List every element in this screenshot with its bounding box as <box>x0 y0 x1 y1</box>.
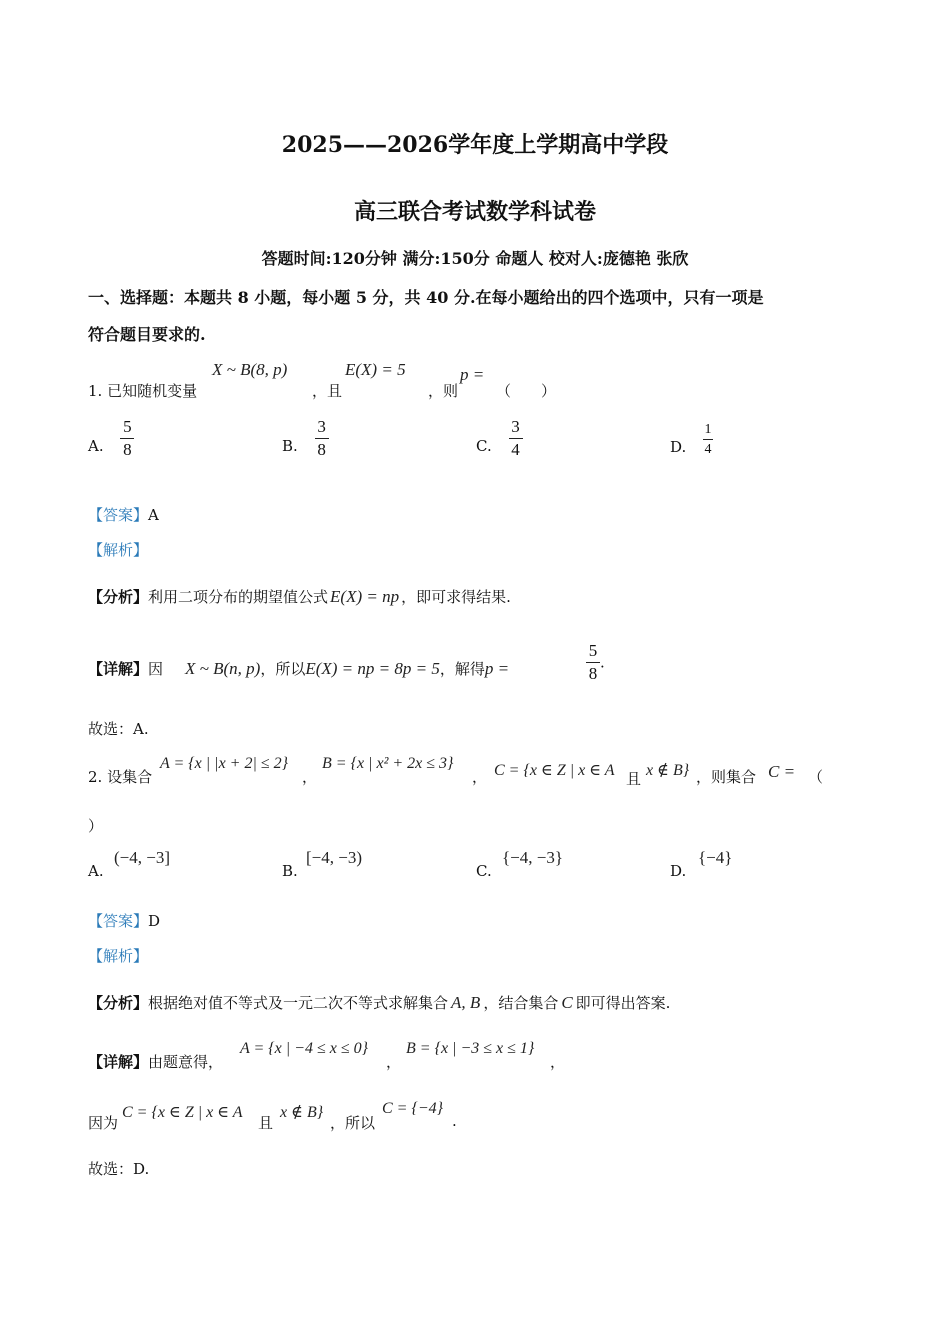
detail-comma: ， <box>550 1053 566 1071</box>
option-label: C. <box>476 436 492 455</box>
q2-option-a-value: (−4, −3] <box>114 848 170 867</box>
detail-tag: 【详解】 <box>88 1053 149 1071</box>
section-intro-line2: 符合题目要求的. <box>88 325 206 344</box>
q1-option-d <box>670 422 713 457</box>
q1-analysis-tag: 【解析】 <box>88 541 149 559</box>
so-formula: C = {−4} <box>382 1100 444 1117</box>
because-formula-1: C = {x ∈ Z | x ∈ A <box>122 1104 243 1121</box>
q2-expr-a: A = {x | |x + 2| ≤ 2} <box>160 755 289 772</box>
so-text: ，所以 <box>330 1114 376 1132</box>
q2-answer <box>88 910 160 931</box>
q1-option-c <box>476 418 523 459</box>
q1-expr-dist: X ~ B(8, p) <box>212 360 288 379</box>
because-formula-2: x ∉ B} <box>280 1104 324 1121</box>
q2-option-b-value: [−4, −3) <box>306 848 362 867</box>
so-end: . <box>452 1112 457 1130</box>
q1-expr-exp: E(X) = 5 <box>345 360 406 379</box>
fenxi-formula: A, B <box>451 993 481 1012</box>
fraction: $\frac{1}{4}$ <box>704 422 712 457</box>
q1-fenxi: 【分析】利用二项分布的期望值公式 E(X) = np ，即可求得结果. <box>88 587 511 606</box>
q1-option-a <box>88 418 134 459</box>
detail-formula-a: A = {x | −4 ≤ x ≤ 0} <box>240 1040 369 1057</box>
q1-number: 1. <box>88 382 103 400</box>
answer-value: A <box>148 506 159 524</box>
detail-fraction: $\frac{5}{8}$ . <box>586 642 605 683</box>
q2-paren-close: ） <box>88 817 104 835</box>
q1-choose: 故选：A. <box>88 720 149 738</box>
q2-option-c-value: {−4, −3} <box>502 848 563 867</box>
detail-formula-1: X ~ B(n, p) <box>185 659 261 678</box>
q2-option-a: A. <box>88 862 104 880</box>
detail-comma: ， <box>386 1053 402 1071</box>
fenxi-formula: E(X) = np <box>330 587 400 606</box>
fraction: $\frac{5}{8}$ <box>120 418 134 459</box>
q2-option-d: D. <box>670 862 687 880</box>
detail-formula-b: B = {x | −3 ≤ x ≤ 1} <box>406 1040 535 1057</box>
q2-option-b: B. <box>282 862 298 880</box>
q2-comma: ， <box>472 768 488 786</box>
q1-answer <box>88 504 159 525</box>
page-title-line2: 高三联合考试数学科试卷 <box>353 199 596 225</box>
q1-stem-c: ，则 <box>428 382 459 400</box>
q2-expr-b: B = {x | x² + 2x ≤ 3} <box>322 755 454 772</box>
q2-fenxi: 【分析】根据绝对值不等式及一元二次不等式求解集合 A, B ，结合集合 C 即可得出答案. <box>88 993 671 1012</box>
q2-option-c: C. <box>476 862 492 880</box>
detail-formula-3: p = <box>484 659 510 678</box>
q1-option-b <box>282 418 329 459</box>
answer-tag: 【答案】 <box>88 506 149 524</box>
q2-stem-b: ，则集合 <box>696 768 757 786</box>
fraction: $\frac{3}{4}$ <box>509 418 523 459</box>
q2-because: 因为 <box>88 1114 119 1132</box>
q2-expr-c1: C = {x ∈ Z | x ∈ A <box>494 762 615 779</box>
q2-comma: ， <box>302 768 318 786</box>
answer-tag: 【答案】 <box>88 912 149 930</box>
q1-expr-p: p = <box>460 365 485 384</box>
option-label: A. <box>88 436 104 455</box>
answer-value: D <box>148 912 161 930</box>
q1-stem-b: ，且 <box>312 382 343 400</box>
q2-number: 2. <box>88 768 103 786</box>
because-qie: 且 <box>258 1114 274 1132</box>
q2-qie: 且 <box>626 770 642 788</box>
q2-expr-ask: C = <box>768 762 796 781</box>
q2-analysis-tag: 【解析】 <box>88 947 149 965</box>
fraction: $\frac{3}{8}$ <box>315 418 329 459</box>
option-label: D. <box>670 437 687 456</box>
q1-paren: （ ） <box>496 382 557 400</box>
q2-stem: 2. 设集合 <box>88 768 153 786</box>
page-title-line1: 2025——2026学年度上学期高中学段 <box>281 132 669 158</box>
q2-option-d-value: {−4} <box>698 848 733 867</box>
q1-stem-a: 已知随机变量 <box>107 382 198 400</box>
fenxi-tag: 【分析】 <box>88 994 149 1012</box>
exam-info: 答题时间:120分钟 满分:150分 命题人 校对人:庞德艳 张欣 <box>261 249 689 268</box>
q1-stem <box>88 380 197 401</box>
section-intro-line1: 一、选择题：本题共 8 小题，每小题 5 分，共 40 分.在每小题给出的四个选项中，只有一项是 <box>88 288 764 307</box>
q2-detail: 【详解】由题意得， <box>88 1053 224 1071</box>
detail-tag: 【详解】 <box>88 660 149 678</box>
detail-formula-2: E(X) = np = 8p = 5 <box>305 659 440 678</box>
fenxi-formula: C <box>561 993 573 1012</box>
q1-detail: 【详解】因 X ~ B(n, p)，所以E(X) = np = 8p = 5，解得p = <box>88 659 510 678</box>
q2-choose: 故选：D. <box>88 1160 150 1178</box>
q2-paren-open: （ <box>808 768 824 786</box>
fenxi-tag: 【分析】 <box>88 588 149 606</box>
q2-expr-c2: x ∉ B} <box>646 762 690 779</box>
option-label: B. <box>282 436 298 455</box>
